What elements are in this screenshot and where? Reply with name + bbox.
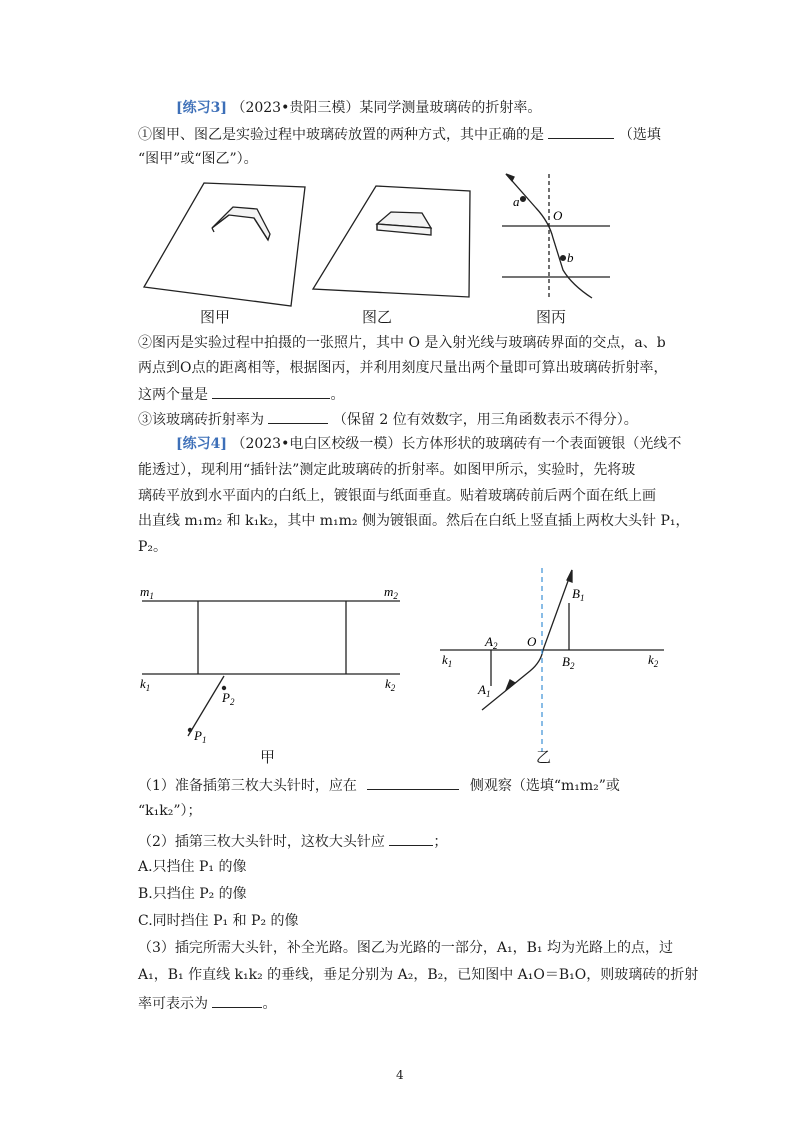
ex4-p3-text-c: 率可表示为 xyxy=(138,996,208,1012)
ex3-q2-end: 。 xyxy=(330,387,345,403)
ex4-intro-line-2: 能透过），现利用“插针法”测定此玻璃砖的折射率。如图甲所示，实验时，先将玻 xyxy=(138,462,636,478)
bing-label-o: O xyxy=(553,208,563,223)
ex3-q1-text-c: “图甲”或“图乙”）。 xyxy=(138,151,258,167)
ex4-intro-line-3: 璃砖平放到水平面内的白纸上，镀银面与纸面垂直。贴着玻璃砖前后两个面在纸上画 xyxy=(138,488,656,504)
ex3-line-1 xyxy=(176,98,541,118)
ex4-option-a: A.只挡住 P₁ 的像 xyxy=(138,859,247,875)
ex3-q1-line xyxy=(138,124,661,145)
page-number: 4 xyxy=(396,1068,404,1082)
ex4-p1-text-b: 侧观察（选填“m₁m₂”或 xyxy=(469,778,620,794)
ex4-p2-blank[interactable] xyxy=(389,831,433,846)
ex3-q3-blank[interactable] xyxy=(268,409,328,424)
label-a1: $A_1$ xyxy=(478,682,491,699)
figure-yi-brick-flat xyxy=(313,186,470,297)
label-b1: $B_1$ xyxy=(572,586,585,603)
ex4-tag: [练习4] xyxy=(176,436,227,452)
figure-bing xyxy=(502,174,610,298)
ex4-p1-text-a: （1）准备插第三枚大头针时，应在 xyxy=(138,778,357,794)
ex3-q2-blank[interactable] xyxy=(212,384,330,399)
ex4-p3-blank[interactable] xyxy=(212,993,262,1008)
figure-jia-brick-diagonal xyxy=(144,183,305,306)
ex3-source: （2023•贵阳三模）某同学测量玻璃砖的折射率。 xyxy=(231,100,542,116)
ex4-caption-jia: 甲 xyxy=(260,748,276,766)
ex4-p3-line-2: A₁，B₁ 作直线 k₁k₂ 的垂线，垂足分别为 A₂，B₂，已知图中 A₁O＝B₁O，则玻璃砖的折射 xyxy=(138,967,699,983)
ex4-line-1 xyxy=(176,434,681,454)
ex3-q2-line-3 xyxy=(138,384,344,405)
bing-label-a: a xyxy=(513,194,520,209)
ex3-q2-text-b: 两点到O点的距离相等，根据图丙，并利用刻度尺量出两个量即可算出玻璃砖折射率， xyxy=(138,360,668,376)
ex3-q3-text-a: ③该玻璃砖折射率为 xyxy=(138,412,264,428)
label-o: O xyxy=(527,634,537,649)
ex4-p3-line-3 xyxy=(138,993,276,1014)
ex3-q3-line xyxy=(138,409,638,430)
label-yi-k1: $k_1$ xyxy=(442,652,453,669)
ex4-intro-1: （2023•电白区校级一模）长方体形状的玻璃砖有一个表面镀银（光线不 xyxy=(231,436,682,452)
ex4-option-c: C.同时挡住 P₁ 和 P₂ 的像 xyxy=(138,913,299,929)
fig-caption-jia: 图甲 xyxy=(200,308,231,326)
ex3-q2-line-2 xyxy=(138,358,667,378)
ex4-p2-end: ； xyxy=(433,834,448,850)
ex3-q1-text-b: （选填 xyxy=(618,127,661,143)
ex4-intro-line-4: 出直线 m₁m₂ 和 k₁k₂，其中 m₁m₂ 侧为镀银面。然后在白纸上竖直插上两枚大头针 P₁， xyxy=(138,513,690,529)
ex3-q2-line-1 xyxy=(138,333,666,353)
ex3-q1-text: ①图甲、图乙是实验过程中玻璃砖放置的两种方式，其中正确的是 xyxy=(138,127,544,143)
label-m1: $m_1$ xyxy=(140,584,154,601)
fig-caption-yi: 图乙 xyxy=(362,308,393,326)
ex4-p3-line-1: （3）插完所需大头针，补全光路。图乙为光路的一部分，A₁，B₁ 均为光路上的点，过 xyxy=(138,940,673,956)
ex3-q1-blank[interactable] xyxy=(548,124,614,139)
ex4-p3-end: 。 xyxy=(262,996,277,1012)
label-k2: $k_2$ xyxy=(385,676,396,693)
label-a2: $A_2$ xyxy=(485,634,498,651)
ex4-p1-blank[interactable] xyxy=(367,775,459,790)
ex3-q2-text-c: 这两个量是 xyxy=(138,387,208,403)
ex3-q2-text-a: ②图丙是实验过程中拍摄的一张照片，其中 O 是入射光线与玻璃砖界面的交点，a、b xyxy=(138,335,666,351)
label-b2: $B_2$ xyxy=(562,654,575,671)
ex4-intro-line-5: P₂。 xyxy=(138,539,168,555)
ex3-q3-text-b: （保留 2 位有效数字，用三角函数表示不得分）。 xyxy=(332,412,638,428)
ex4-figure-yi xyxy=(0,565,800,755)
ex4-p2-text: （2）插第三枚大头针时，这枚大头针应 xyxy=(138,834,385,850)
bing-label-b: b xyxy=(567,250,574,265)
label-k1: $k_1$ xyxy=(140,676,151,693)
label-p1: $P_1$ xyxy=(194,728,207,745)
ex4-option-b: B.只挡住 P₂ 的像 xyxy=(138,886,247,902)
ex3-tag: [练习3] xyxy=(176,100,227,116)
ex4-caption-yi: 乙 xyxy=(536,748,552,766)
label-yi-k2: $k_2$ xyxy=(648,652,659,669)
label-m2: $m_2$ xyxy=(384,584,398,601)
label-p2: $P_2$ xyxy=(222,690,235,707)
fig-caption-bing: 图丙 xyxy=(536,308,567,326)
ex4-p1-line-1 xyxy=(138,775,620,796)
ex4-p1-line-2: “k₁k₂”）； xyxy=(138,803,202,819)
ex4-p2-line xyxy=(138,831,447,852)
